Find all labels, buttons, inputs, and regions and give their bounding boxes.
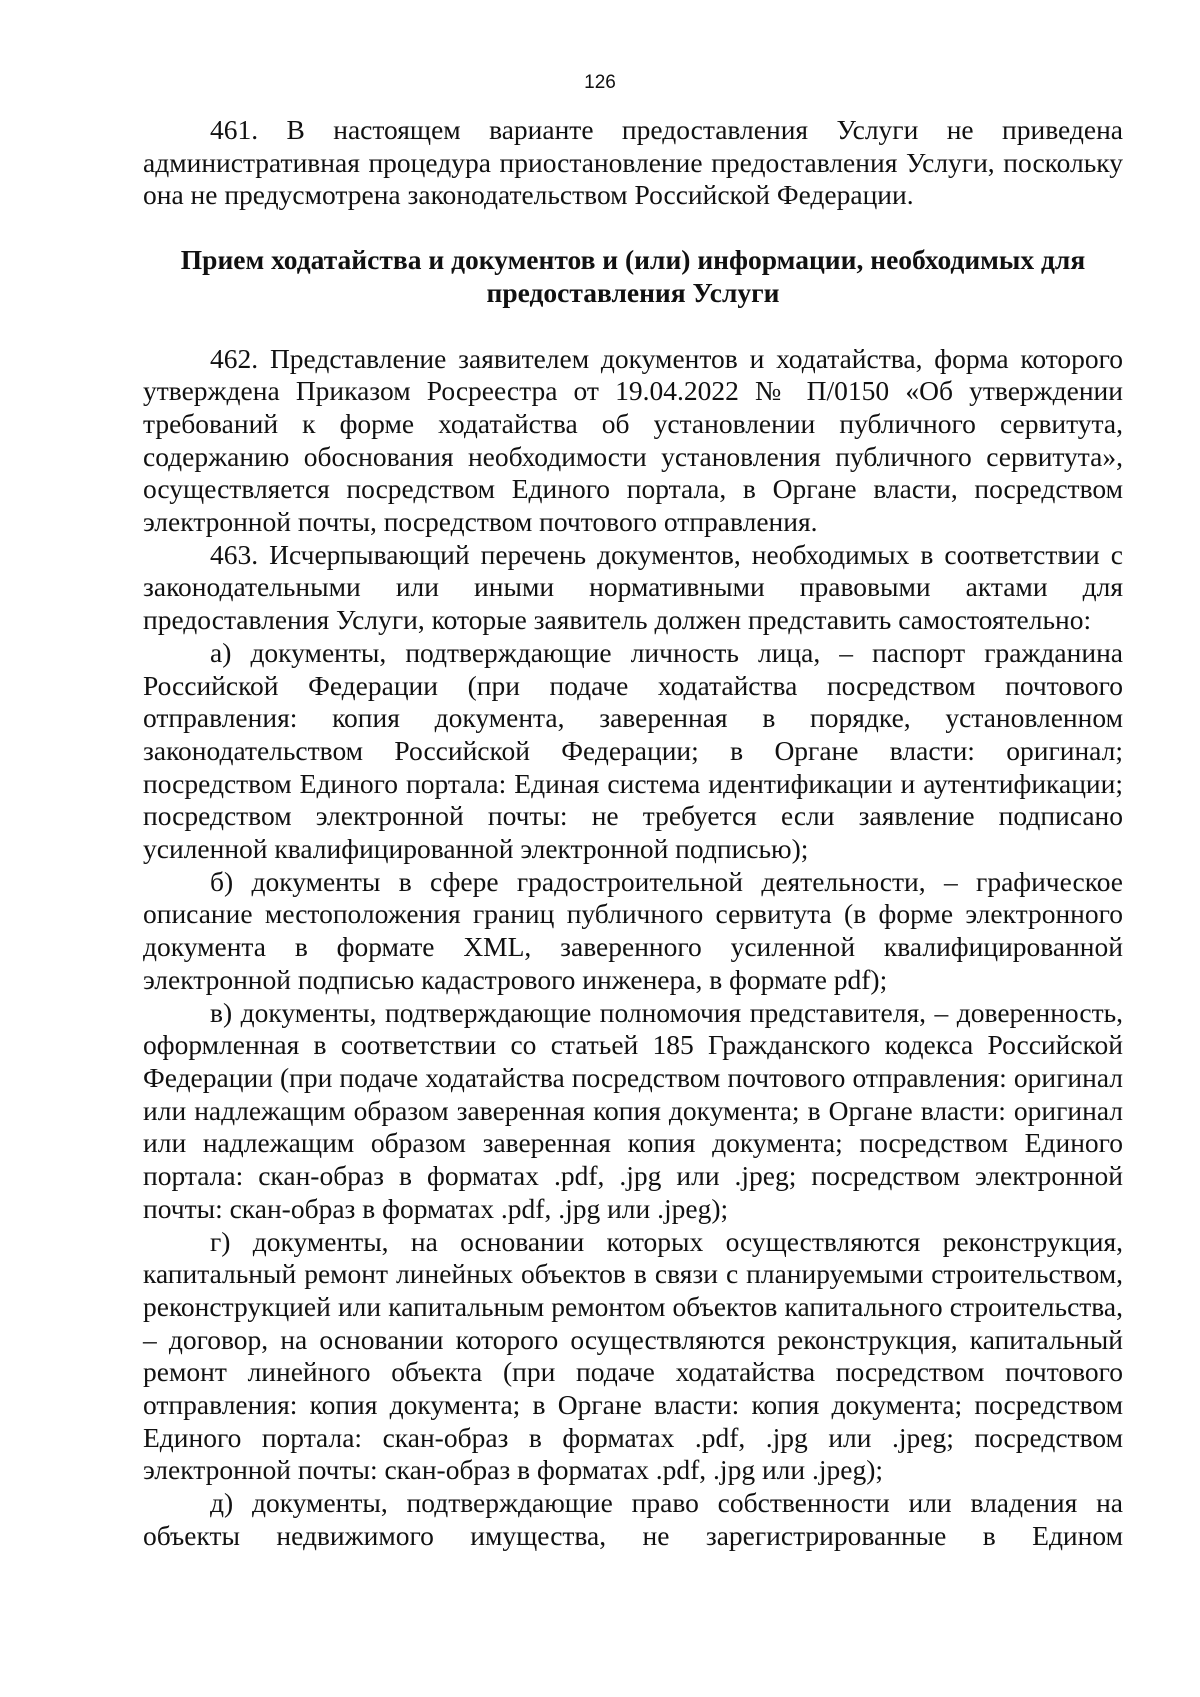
paragraph-463: 463. Исчерпывающий перечень документов, необходимых в соответствии с законодательными или иными нормативными правовыми актами для предоставления Услуги, которые заявитель должен представить самостоятельно: [143,538,1123,636]
list-item-b: б) документы в сфере градостроительной деятельности, – графическое описание местоположения границ публичного сервитута (в форме электронного документа в формате XML, заверенного усиленной квалифицированной электронной подписью кадастрового инженера, в формате pdf); [143,865,1123,995]
paragraph-461: 461. В настоящем варианте предоставления Услуги не приведена административная процедура приостановление предоставления Услуги, поскольку она не предусмотрена законодательством Российской Федерации. [143,114,1123,211]
document-body [143,114,1123,1553]
list-item-g: г) документы, на основании которых осуществляются реконструкция, капитальный ремонт линейных объектов в связи с планируемыми строительством, реконструкцией или капитальным ремонтом объектов капитального строительства, – договор, на основании которого осуществляются реконструкция, капитальный ремонт линейного объекта (при подаче ходатайства посредством почтового отправления: копия документа; в Органе власти: копия документа; посредством Единого портала: скан-образ в форматах .pdf, .jpg или .jpeg; посредством электронной почты: скан-образ в форматах .pdf, .jpg или .jpeg); [143,1225,1123,1486]
list-item-v: в) документы, подтверждающие полномочия представителя, – доверенность, оформленная в соответствии со статьей 185 Гражданского кодекса Российской Федерации (при подаче ходатайства посредством почтового отправления: оригинал или надлежащим образом заверенная копия документа; в Органе власти: оригинал или надлежащим образом заверенная копия документа; посредством Единого портала: скан-образ в форматах .pdf, .jpg или .jpeg; посредством электронной почты: скан-образ в форматах .pdf, .jpg или .jpeg); [143,996,1123,1224]
list-item-d: д) документы, подтверждающие право собственности или владения на объекты недвижимого имущества, не зарегистрированные в Едином [143,1487,1123,1551]
paragraph-462: 462. Представление заявителем документов и ходатайства, форма которого утверждена Приказом Росреестра от 19.04.2022 № П/0150 «Об утверждении требований к форме ходатайства об установлении публичного сервитута, содержанию обоснования необходимости установления публичного сервитута», осуществляется посредством Единого портала, в Органе власти, посредством электронной почты, посредством почтового отправления. [143,342,1123,538]
page-number: 126 [584,72,616,93]
section-heading: Прием ходатайства и документов и (или) информации, необходимых для предоставления Услуги [180,244,1086,308]
list-item-a: а) документы, подтверждающие личность лица, – паспорт гражданина Российской Федерации (при подаче ходатайства посредством почтового отправления: копия документа, заверенная в порядке, установленном законодательством Российской Федерации; в Органе власти: оригинал; посредством Единого портала: Единая система идентификации и аутентификации; посредством электронной почты: не требуется если заявление подписано усиленной квалифицированной электронной подписью); [143,636,1123,865]
